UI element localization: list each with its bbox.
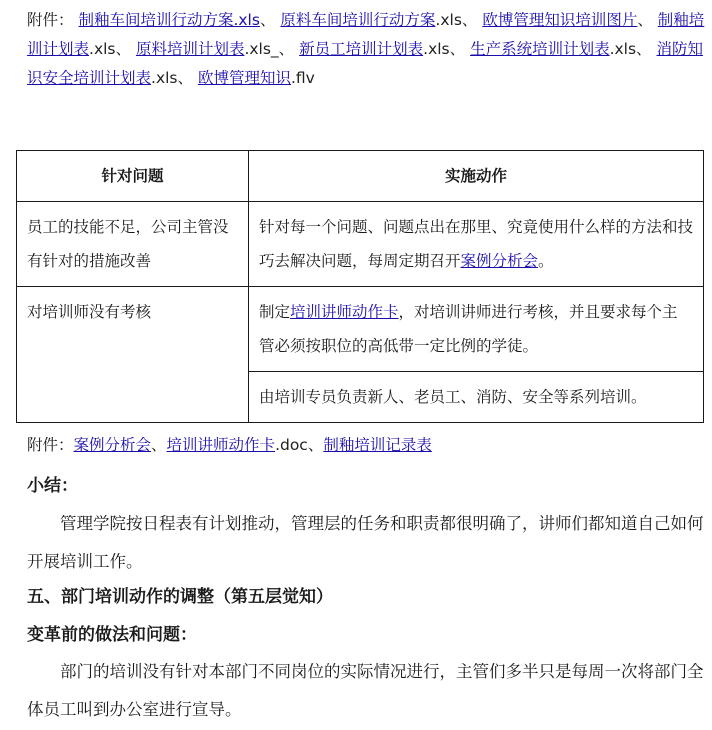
attachment-suffix: .xls、 <box>435 11 478 29</box>
table-header-row <box>17 151 704 202</box>
attachment-suffix: .doc、 <box>275 436 324 454</box>
attachment-link[interactable]: 培训讲师动作卡 <box>166 436 276 454</box>
action-text: 针对每一个问题、问题点出在那里、究竟使用什么样的方法和技巧去解决问题，每周定期召开 <box>259 218 694 270</box>
header-action: 实施动作 <box>249 151 704 202</box>
summary-paragraph: 管理学院按日程表有计划推动，管理层的任务和职责都很明确了，讲师们都知道自己如何开展培训工作。 <box>27 514 704 571</box>
table-row <box>17 202 704 287</box>
action-text: ，对培训讲师进行考核，并且要求每个主管必须按职位的高低带一定比例的学徒。 <box>259 303 678 355</box>
attachment-suffix: 、 <box>637 11 653 29</box>
action-cell <box>249 287 704 372</box>
section-heading: 五、部门培训动作的调整（第五层觉知） <box>27 587 333 607</box>
attachments-label: 附件： <box>27 436 74 454</box>
trainer-card-link[interactable]: 培训讲师动作卡 <box>290 303 399 321</box>
attachment-link[interactable]: 制釉培训计划表 <box>27 11 705 58</box>
attachments-label: 附件： <box>27 11 74 29</box>
attachment-suffix: 、 <box>151 436 167 454</box>
attachment-link[interactable]: 生产系统培训计划表 <box>470 40 610 58</box>
attachment-link[interactable]: 欧博管理知识培训图片 <box>482 11 638 29</box>
measures-table <box>16 150 704 423</box>
action-cell: 由培训专员负责新人、老员工、消防、安全等系列培训。 <box>249 372 704 423</box>
attachment-link[interactable]: 原料车间培训行动方案 <box>280 11 436 29</box>
table-row <box>17 287 704 372</box>
attachment-suffix: .xls、 <box>423 40 466 58</box>
attachment-link[interactable]: 制釉车间培训行动方案.xls <box>78 11 260 29</box>
attachment-link[interactable]: 案例分析会 <box>73 436 152 454</box>
case-analysis-link[interactable]: 案例分析会 <box>460 252 539 270</box>
section-paragraph: 部门的培训没有针对本部门不同岗位的实际情况进行，主管们多半只是每周一次将部门全体员工叫到办公室进行宣导。 <box>27 662 704 719</box>
summary-heading: 小结： <box>27 476 78 496</box>
attachment-link[interactable]: 消防知识安全培训计划表 <box>27 40 704 87</box>
section-subheading: 变革前的做法和问题： <box>27 625 197 645</box>
attachments-bottom <box>27 432 707 458</box>
problem-cell: 对培训师没有考核 <box>17 287 249 423</box>
attachments-top <box>27 6 707 93</box>
attachment-link[interactable]: 新员工培训计划表 <box>299 40 424 58</box>
attachment-link[interactable]: 制釉培训记录表 <box>323 436 432 454</box>
attachment-link[interactable]: 原料培训计划表 <box>135 40 245 58</box>
action-pre: 制定 <box>259 303 291 321</box>
attachment-suffix: .xls、 <box>609 40 652 58</box>
attachment-suffix: .xls、 <box>89 40 131 58</box>
attachment-suffix: .flv <box>290 69 315 87</box>
action-cell <box>249 202 704 287</box>
attachment-suffix: .xls_、 <box>244 40 295 58</box>
attachment-suffix: .xls、 <box>151 69 193 87</box>
header-problem: 针对问题 <box>17 151 249 202</box>
action-tail: 。 <box>538 252 554 270</box>
problem-cell: 员工的技能不足，公司主管没有针对的措施改善 <box>17 202 249 287</box>
attachment-suffix: 、 <box>259 11 276 29</box>
attachment-link[interactable]: 欧博管理知识 <box>197 69 291 87</box>
